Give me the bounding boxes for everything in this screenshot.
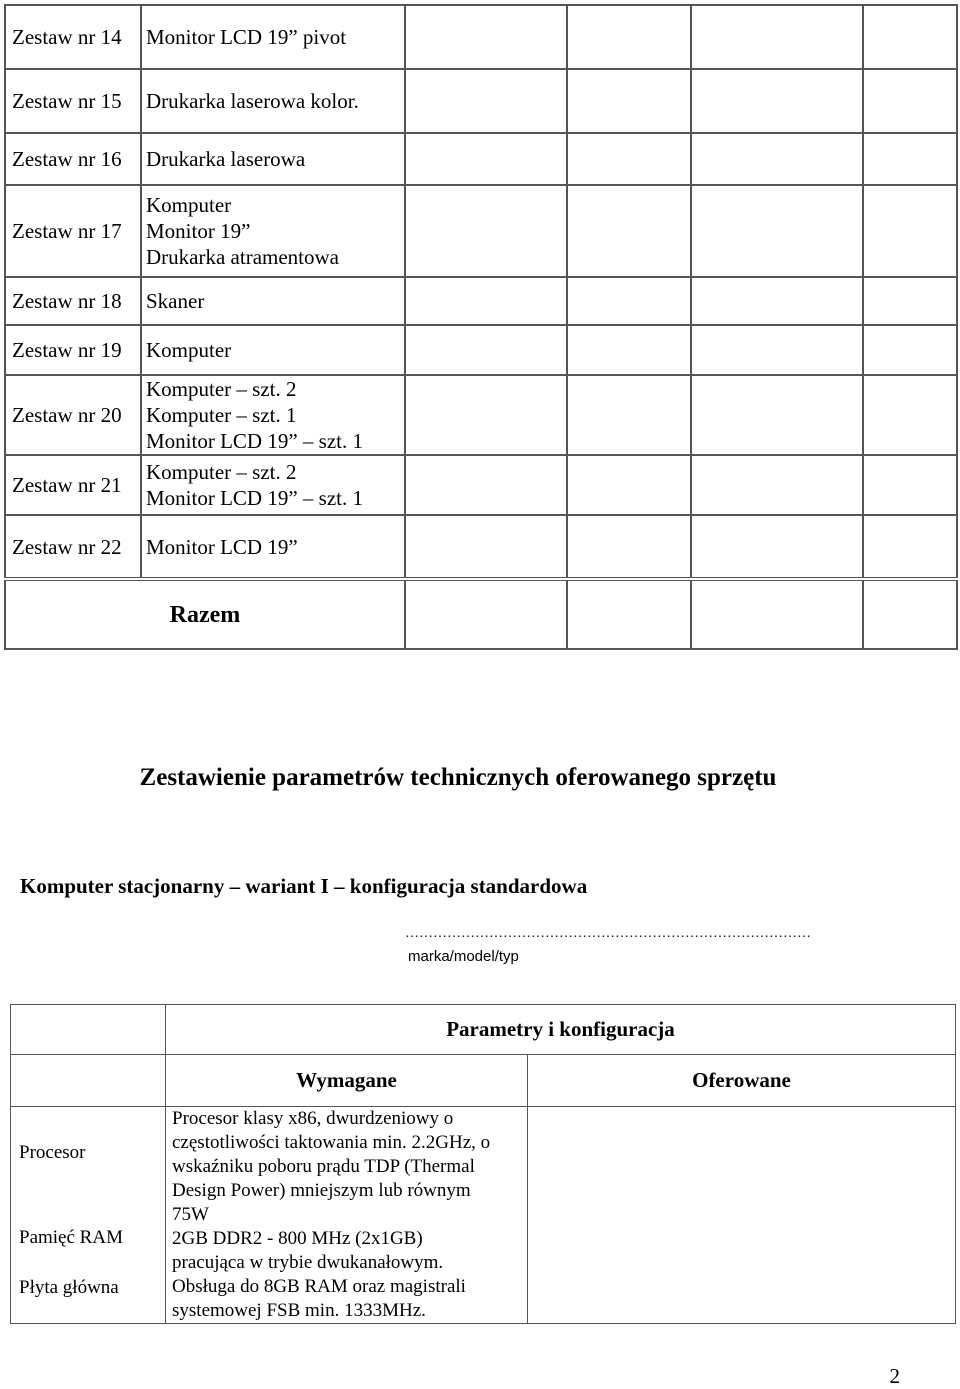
set-item: Drukarka laserowa [146, 147, 306, 171]
set-item: Drukarka laserowa kolor. [146, 89, 359, 113]
sets-table [4, 4, 958, 650]
group-header: Parametry i konfiguracja [166, 1005, 956, 1055]
set-items [141, 455, 405, 515]
set-item: Skaner [146, 289, 205, 313]
table-row [5, 133, 957, 185]
set-items [141, 325, 405, 375]
set-item: Monitor LCD 19” – szt. 1 [146, 486, 363, 510]
model-fill-line: …………………………………………………………………………… [405, 926, 811, 941]
param-label: Płyta główna [19, 1276, 119, 1298]
spec-line: systemowej FSB min. 1333MHz. [172, 1300, 426, 1321]
table-row [5, 455, 957, 515]
set-item: Monitor 19” [146, 219, 251, 243]
set-items [141, 277, 405, 325]
set-name: Zestaw nr 19 [5, 325, 141, 375]
total-label: Razem [5, 579, 405, 649]
spec-line: częstotliwości taktowania min. 2.2GHz, o [172, 1132, 491, 1153]
spec-line: Procesor klasy x86, dwurdzeniowy o [172, 1108, 454, 1129]
set-items [141, 515, 405, 579]
set-name: Zestaw nr 18 [5, 277, 141, 325]
set-items [141, 5, 405, 69]
param-labels [11, 1107, 166, 1324]
set-items [141, 375, 405, 455]
table-row [5, 185, 957, 277]
spec-line: Obsługa do 8GB RAM oraz magistrali [172, 1276, 466, 1297]
set-item: Monitor LCD 19” – szt. 1 [146, 429, 363, 453]
total-row [5, 579, 957, 649]
set-item: Komputer [146, 193, 232, 217]
page-number: 2 [889, 1364, 900, 1388]
set-item: Komputer [146, 338, 232, 362]
params-table [10, 1004, 956, 1324]
spec-line: 75W [172, 1204, 209, 1225]
set-item: Komputer – szt. 1 [146, 403, 297, 427]
spec-line: wskaźniku poboru prądu TDP (Thermal [172, 1156, 475, 1177]
set-items [141, 69, 405, 133]
param-label: Procesor [19, 1141, 86, 1163]
set-name: Zestaw nr 21 [5, 455, 141, 515]
table-row [5, 5, 957, 69]
spec-line: Design Power) mniejszym lub równym [172, 1180, 471, 1201]
table-row [5, 325, 957, 375]
set-name: Zestaw nr 16 [5, 133, 141, 185]
table-row [11, 1055, 956, 1107]
set-item: Monitor LCD 19” [146, 534, 298, 559]
section-title: Zestawienie parametrów technicznych oferowanego sprzętu [139, 764, 777, 791]
set-item: Monitor LCD 19” pivot [146, 25, 347, 49]
param-label: Pamięć RAM [19, 1226, 123, 1248]
set-items [141, 133, 405, 185]
spec-line: 2GB DDR2 - 800 MHz (2x1GB) [172, 1228, 423, 1249]
model-caption: marka/model/typ [408, 948, 519, 965]
required-header: Wymagane [166, 1055, 528, 1107]
table-row [11, 1107, 956, 1324]
spec-line: pracująca w trybie dwukanałowym. [172, 1252, 444, 1273]
set-name: Zestaw nr 17 [5, 185, 141, 277]
offered-header: Oferowane [528, 1055, 956, 1107]
set-name: Zestaw nr 22 [5, 515, 141, 579]
offered-value-field[interactable] [528, 1107, 956, 1324]
table-row [5, 515, 957, 579]
table-row [5, 375, 957, 455]
table-row [11, 1005, 956, 1055]
set-item: Komputer – szt. 2 [146, 377, 297, 401]
set-item: Drukarka atramentowa [146, 245, 339, 269]
set-items [141, 185, 405, 277]
set-name: Zestaw nr 20 [5, 375, 141, 455]
config-title: Komputer stacjonarny – wariant I – konfiguracja standardowa [20, 874, 588, 898]
set-item: Komputer – szt. 2 [146, 460, 297, 484]
set-name: Zestaw nr 14 [5, 5, 141, 69]
table-row [5, 277, 957, 325]
set-name: Zestaw nr 15 [5, 69, 141, 133]
table-row [5, 69, 957, 133]
required-specs [166, 1107, 528, 1324]
